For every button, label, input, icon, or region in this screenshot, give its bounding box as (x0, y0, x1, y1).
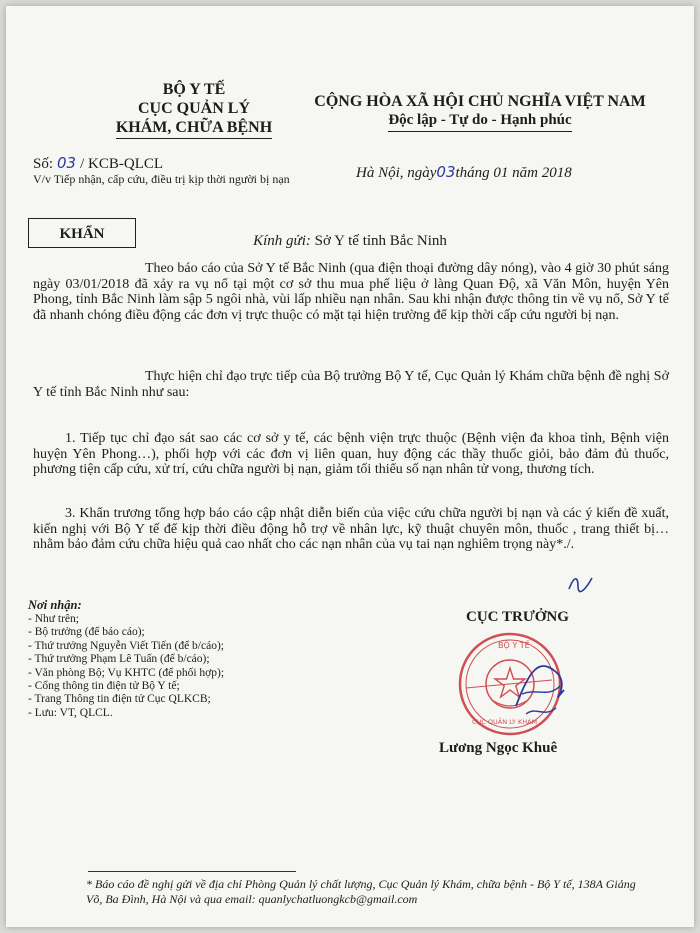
national-title: CỘNG HÒA XÃ HỘI CHỦ NGHĨA VIỆT NAM (314, 93, 646, 110)
svg-text:CỤC QUẢN LÝ KHÁM: CỤC QUẢN LÝ KHÁM (472, 718, 538, 726)
recipient-item: - Văn phòng Bộ; Vụ KHTC (để phối hợp); (28, 666, 225, 679)
signer-name: Lương Ngọc Khuê (439, 740, 558, 756)
doc-number-prefix: Số: (33, 156, 54, 172)
date-prefix: Hà Nội, ngày (356, 165, 437, 181)
initial-scribble (566, 574, 596, 594)
national-header (306, 92, 654, 132)
svg-text:BỘ Y TẾ: BỘ Y TẾ (498, 641, 530, 650)
date-rest: tháng 01 năm 2018 (455, 165, 572, 181)
recipient-item: - Bộ trưởng (để báo cáo); (28, 626, 145, 639)
recipient-item: - Cổng thông tin điện tử Bộ Y tế; (28, 680, 180, 693)
recipient-line (6, 233, 694, 250)
recipients-list (28, 613, 224, 720)
recipient-name: Sở Y tế tỉnh Bắc Ninh (314, 233, 447, 249)
national-motto: Độc lập - Tự do - Hạnh phúc (388, 111, 571, 132)
body-paragraph-3: 1. Tiếp tục chỉ đạo sát sao các cơ sở y tế, các bệnh viện trực thuộc (Bệnh viện đa khoa tỉnh, Bệnh viện huyện Yên Phong…), phối hợp với các đơn vị liên quan, huy động các thầy thuốc giỏi, bảo đảm đủ thuốc, phương tiện cấp cứu, xử trí, cứu chữa người bị nạn, giảm tối thiểu số nạn nhân tử vong, thương tích. (33, 431, 669, 477)
recipient-item: - Như trên; (28, 613, 79, 625)
agency-ministry: BỘ Y TẾ (162, 81, 226, 98)
footnote: * Báo cáo đề nghị gửi về địa chỉ Phòng Quản lý chất lượng, Cục Quản lý Khám, chữa bệnh - Bộ Y tế, 138A Giảng Võ, Ba Đình, Hà Nội và qua email: quanlychatluongkcb@gmail.com (86, 877, 636, 906)
official-seal-icon (452, 628, 572, 740)
urgent-label: KHẨN (28, 218, 136, 248)
body-paragraph-1: Theo báo cáo của Sở Y tế Bắc Ninh (qua điện thoại đường dây nóng), vào 4 giờ 30 phút sáng ngày 03/01/2018 đã xảy ra vụ nổ tại một cơ sở thu mua phế liệu ở làng Quan Độ, xã Văn Môn, huyện Yên Phong, tỉnh Bắc Ninh làm sập 5 ngôi nhà, vùi lấp nhiều nạn nhân. Sau khi nhận được thông tin về vụ nổ, Sở Y tế đã nhanh chóng điều động các đơn vị trực thuộc có mặt tại hiện trường để kịp thời cấp cứu người bị nạn. (33, 261, 669, 323)
recipient-item: - Lưu: VT, QLCL. (28, 706, 113, 719)
date-day-handwritten: 03 (436, 163, 456, 181)
recipients-title: Nơi nhận: (28, 598, 82, 612)
recipient-item: - Trang Thông tin điện tử Cục QLKCB; (28, 693, 211, 706)
recipient-label: Kính gửi: (253, 233, 311, 249)
signer-title: CỤC TRƯỞNG (466, 609, 569, 625)
doc-number-handwritten: 03 (57, 154, 77, 172)
document-subject: V/v Tiếp nhận, cấp cứu, điều trị kịp thời người bị nạn (33, 172, 290, 186)
doc-number-suffix: / KCB-QLCL (80, 156, 164, 172)
body-paragraph-4: 3. Khẩn trương tổng hợp báo cáo cập nhật diễn biến của việc cứu chữa người bị nạn và các ý kiến đề xuất, kiến nghị với Bộ Y tế để kịp thời điều động hỗ trợ về nhân lực, kỹ thuật chuyên môn, thuốc , trang thiết bị… nhằm bảo đảm cứu chữa hiệu quả cao nhất cho các nạn nhân của vụ tai nạn nghiêm trọng này*./. (33, 506, 669, 552)
footnote-divider (88, 871, 296, 872)
recipient-item: - Thứ trưởng Phạm Lê Tuấn (để b/cáo); (28, 653, 210, 666)
recipient-item: - Thứ trưởng Nguyễn Viết Tiến (để b/cáo); (28, 639, 224, 652)
document-number (33, 154, 163, 173)
document-date (356, 163, 572, 182)
agency-department-sub: KHÁM, CHỮA BỆNH (116, 118, 272, 139)
body-paragraph-2: Thực hiện chỉ đạo trực tiếp của Bộ trưởng Bộ Y tế, Cục Quản lý Khám chữa bệnh đề nghị Sở Y tế tỉnh Bắc Ninh như sau: (33, 369, 669, 400)
agency-department: CỤC QUẢN LÝ (138, 100, 250, 117)
document-page (6, 6, 694, 927)
issuing-agency (94, 80, 294, 139)
